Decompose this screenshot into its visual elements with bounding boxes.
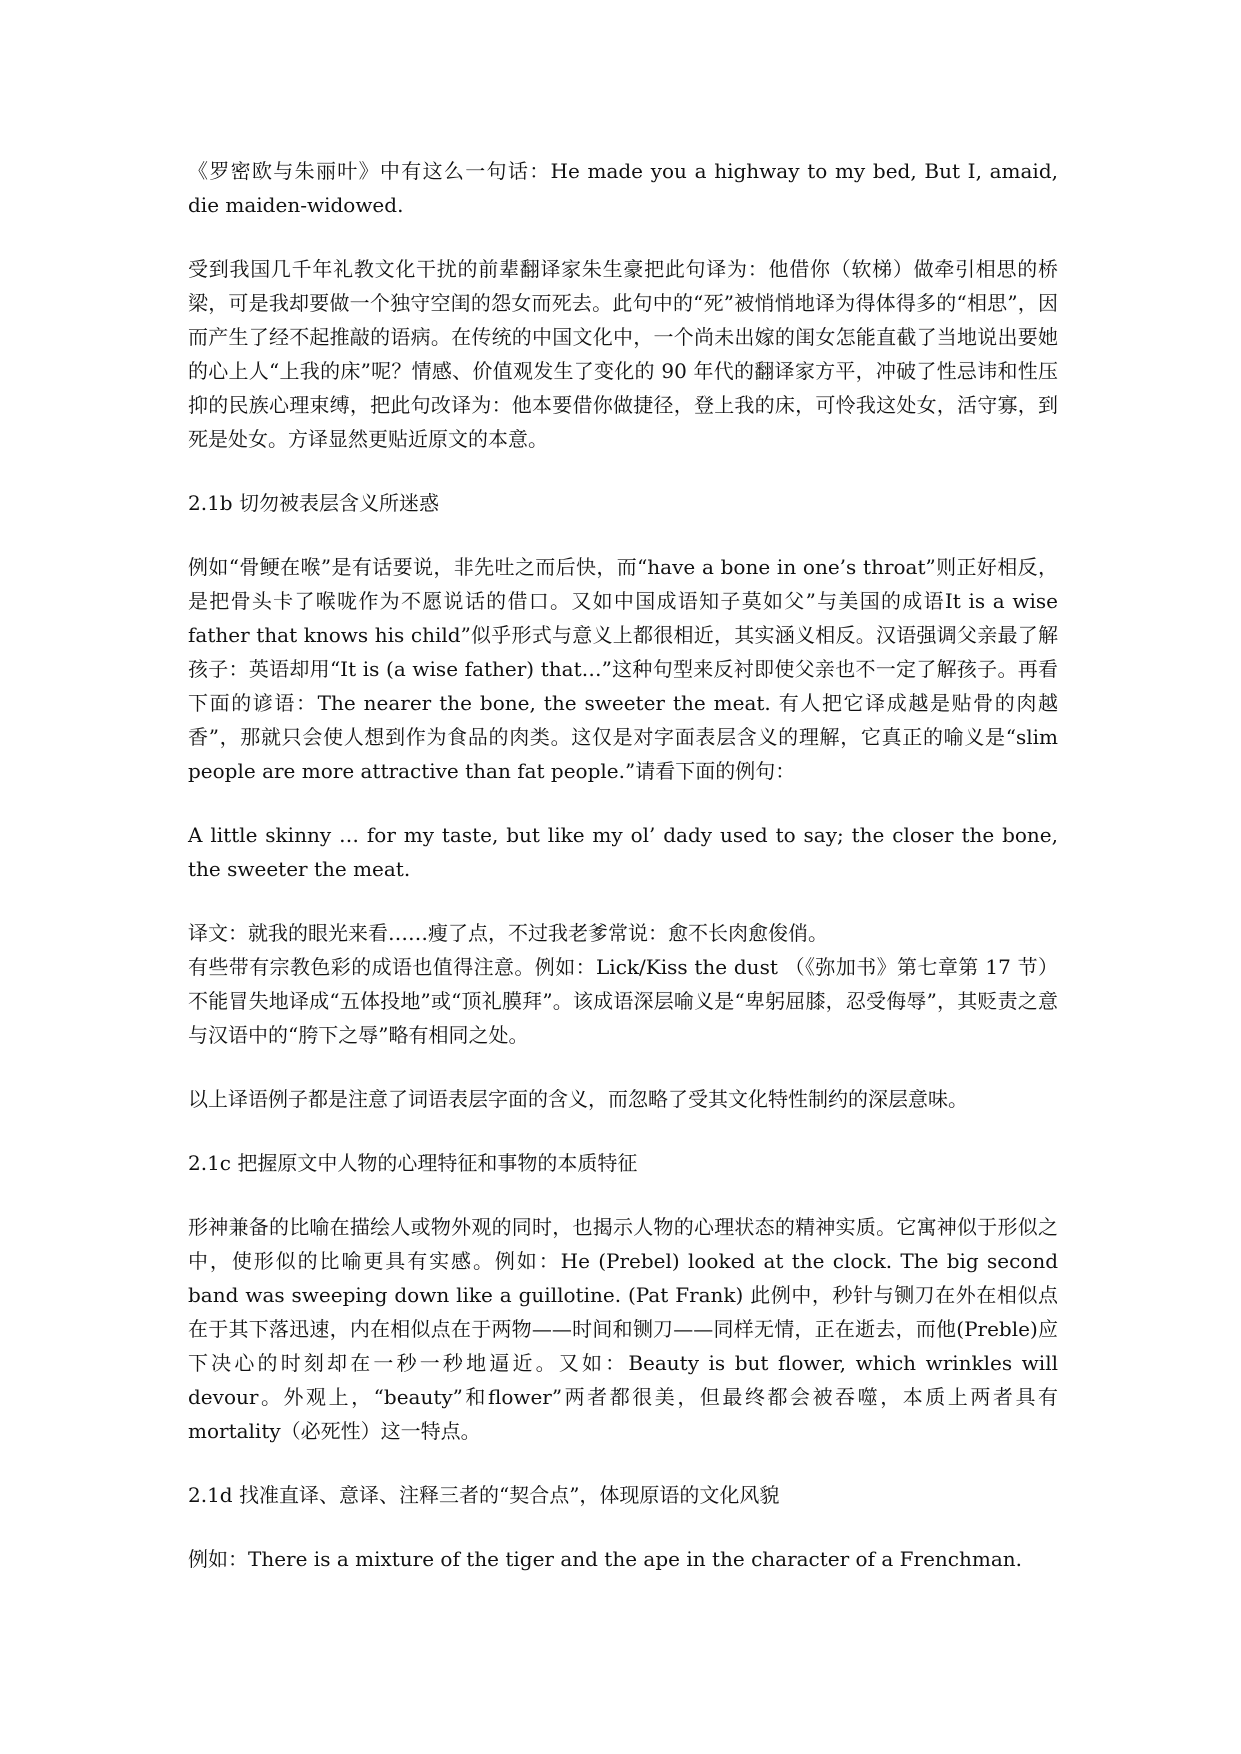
document-page xyxy=(188,154,1058,1576)
paragraph-metaphor: 形神兼备的比喻在描绘人或物外观的同时，也揭示人物的心理状态的精神实质。它寓神似于形似之中，使形似的比喻更具有实感。例如：He (Prebel) looked at the clock. The big second band was sweeping down like a guillotine. (Pat Frank) 此例中，秒针与铡刀在外在相似点在于其下落迅速，内在相似点在于两物——时间和铡刀——同样无情，正在逝去，而他(Preble)应下决心的时刻却在一秒一秒地逼近。又如：Beauty is but flower, which wrinkles will devour。外观上，“beauty”和flower”两者都很美，但最终都会被吞噬，本质上两者具有 mortality（必死性）这一特点。 xyxy=(188,1215,1058,1443)
paragraph-translation-comparison: 受到我国几千年礼教文化干扰的前辈翻译家朱生豪把此句译为：他借你（软梯）做牵引相思的桥梁，可是我却要做一个独守空闺的怨女而死去。此句中的“死”被悄悄地译为得体得多的“相思”，因而产生了经不起推敲的语病。在传统的中国文化中，一个尚未出嫁的闺女怎能直截了当地说出要她的心上人“上我的床”呢？情感、价值观发生了变化的 90 年代的翻译家方平，冲破了性忌讳和性压抑的民族心理束缚，把此句改译为：他本要借你做捷径，登上我的床，可怜我这处女，活守寡，到死是处女。方译显然更贴近原文的本意。 xyxy=(188,257,1058,451)
paragraph-romeo-juliet-quote: 《罗密欧与朱丽叶》中有这么一句话：He made you a highway to my bed, But I, amaid, die maiden-widowed. xyxy=(188,159,1058,217)
section-heading-2-1c: 2.1c 把握原文中人物的心理特征和事物的本质特征 xyxy=(188,1151,638,1175)
paragraph-frenchman-example: 例如：There is a mixture of the tiger and the ape in the character of a Frenchman. xyxy=(188,1547,1022,1571)
paragraph-religious-idiom: 有些带有宗教色彩的成语也值得注意。例如：Lick/Kiss the dust （《弥加书》第七章第 17 节）不能冒失地译成“五体投地”或“顶礼膜拜”。该成语深层喻义是“卑躬屈膝，忍受侮辱”，其贬责之意与汉语中的“胯下之辱”略有相同之处。 xyxy=(188,955,1058,1047)
spacer xyxy=(188,886,1058,916)
section-heading-2-1d: 2.1d 找准直译、意译、注释三者的“契合点”，体现原语的文化风貌 xyxy=(188,1483,780,1507)
paragraph-summary: 以上译语例子都是注意了词语表层字面的含义，而忽略了受其文化特性制约的深层意味。 xyxy=(188,1087,968,1111)
spacer xyxy=(188,1052,1058,1082)
paragraph-bone-in-throat: 例如“骨鲠在喉”是有话要说，非先吐之而后快，而“have a bone in one’s throat”则正好相反，是把骨头卡了喉咙作为不愿说话的借口。又如中国成语知子莫如父”与美国的成语It is a wise father that knows his child”似乎形式与意义上都很相近，其实涵义相反。汉语强调父亲最了解孩子：英语却用“It is (a wise father) that…”这种句型来反衬即使父亲也不一定了解孩子。再看下面的谚语：The nearer the bone, the sweeter the meat. 有人把它译成越是贴骨的肉越香”，那就只会使人想到作为食品的肉类。这仅是对字面表层含义的理解，它真正的喻义是“slim people are more attractive than fat people.”请看下面的例句： xyxy=(188,555,1058,783)
spacer xyxy=(188,788,1058,818)
spacer xyxy=(188,1116,1058,1146)
spacer xyxy=(188,456,1058,486)
spacer xyxy=(188,1180,1058,1210)
section-heading-2-1b: 2.1b 切勿被表层含义所迷惑 xyxy=(188,491,439,515)
paragraph-translation-result: 译文：就我的眼光来看……瘦了点，不过我老爹常说：愈不长肉愈俊俏。 xyxy=(188,921,828,945)
paragraph-english-example: A little skinny … for my taste, but like my ol’ dady used to say; the closer the bone, the sweeter the meat. xyxy=(188,823,1058,881)
spacer xyxy=(188,1448,1058,1478)
spacer xyxy=(188,1512,1058,1542)
spacer xyxy=(188,222,1058,252)
spacer xyxy=(188,520,1058,550)
